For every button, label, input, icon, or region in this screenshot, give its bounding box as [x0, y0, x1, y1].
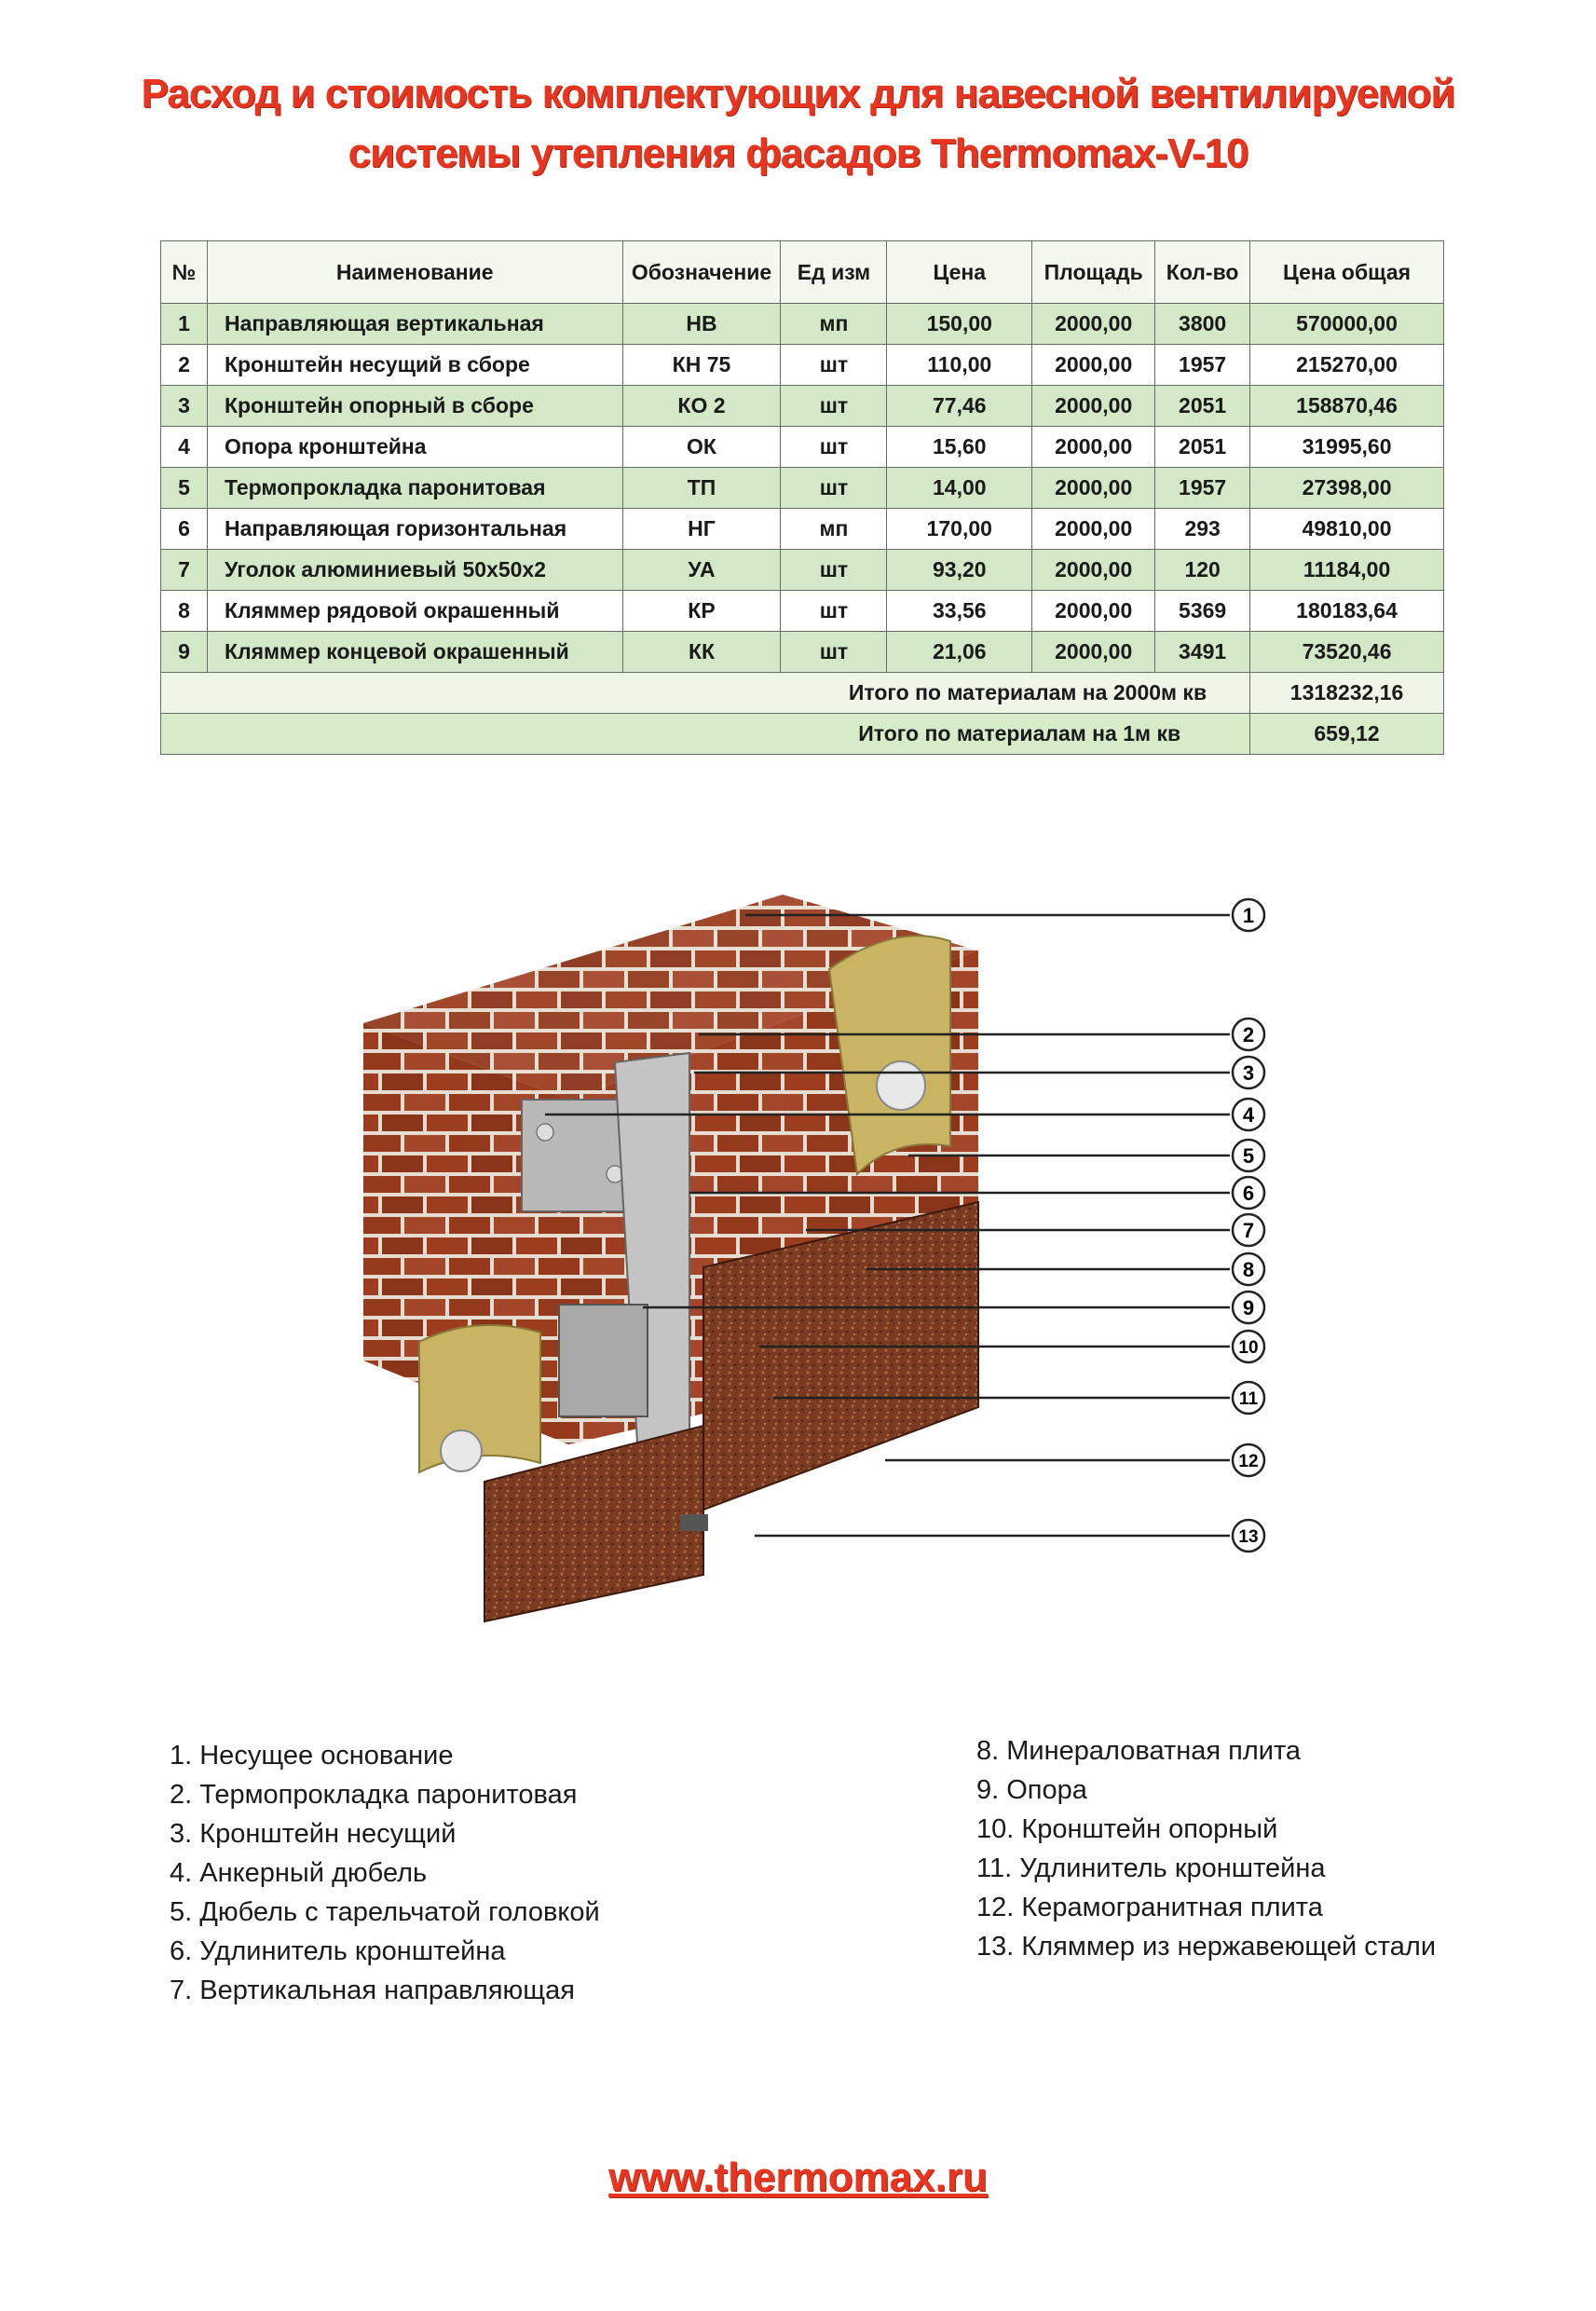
- cell-quantity: 1957: [1155, 345, 1250, 386]
- cell-total: 27398,00: [1250, 468, 1444, 509]
- cell-area: 2000,00: [1032, 345, 1155, 386]
- cell-designation: НГ: [622, 509, 781, 550]
- cell-area: 2000,00: [1032, 509, 1155, 550]
- cell-area: 2000,00: [1032, 304, 1155, 345]
- cell-unit: шт: [781, 591, 887, 632]
- cell-unit: шт: [781, 468, 887, 509]
- callout-9: 9: [1242, 1296, 1255, 1320]
- callout-6: 6: [1242, 1182, 1255, 1205]
- callout-10: 10: [1238, 1338, 1259, 1358]
- col-header-total: Цена общая: [1250, 241, 1444, 304]
- cell-number: 9: [161, 632, 208, 673]
- cell-number: 1: [161, 304, 208, 345]
- cell-designation: УА: [622, 550, 781, 591]
- callout-13: 13: [1238, 1527, 1259, 1547]
- col-header-price: Цена: [887, 241, 1032, 304]
- legend-item: 11. Удлинитель кронштейна: [976, 1853, 1326, 1883]
- callout-5: 5: [1242, 1144, 1255, 1168]
- cell-designation: ОК: [622, 427, 781, 468]
- page-title-line-1: Расход и стоимость комплектующих для навесной вентилируемой: [141, 71, 1455, 116]
- cell-quantity: 1957: [1155, 468, 1250, 509]
- cell-unit: шт: [781, 427, 887, 468]
- legend-item: 4. Анкерный дюбель: [170, 1858, 428, 1888]
- cell-quantity: 293: [1155, 509, 1250, 550]
- cell-number: 5: [161, 468, 208, 509]
- legend-item: 9. Опора: [976, 1775, 1087, 1805]
- cell-total: 31995,60: [1250, 427, 1444, 468]
- cell-area: 2000,00: [1032, 386, 1155, 427]
- clamp-icon: [680, 1514, 708, 1531]
- cell-unit: шт: [781, 386, 887, 427]
- cell-unit: шт: [781, 632, 887, 673]
- cell-quantity: 5369: [1155, 591, 1250, 632]
- cell-unit: шт: [781, 550, 887, 591]
- legend-item: 6. Удлинитель кронштейна: [170, 1936, 506, 1966]
- total-2000-row: [161, 673, 1444, 714]
- legend-item: 10. Кронштейн опорный: [976, 1814, 1278, 1844]
- cell-price: 170,00: [887, 509, 1032, 550]
- cell-area: 2000,00: [1032, 427, 1155, 468]
- legend-item: 5. Дюбель с тарельчатой головкой: [170, 1897, 600, 1927]
- cell-unit: шт: [781, 345, 887, 386]
- legend-left: [170, 1736, 600, 2010]
- table-row: [161, 304, 1444, 345]
- col-header-unit: Ед изм: [781, 241, 887, 304]
- cell-quantity: 3491: [1155, 632, 1250, 673]
- cell-name: Опора кронштейна: [207, 427, 622, 468]
- cell-number: 8: [161, 591, 208, 632]
- cell-price: 21,06: [887, 632, 1032, 673]
- col-header-number: №: [161, 241, 208, 304]
- callout-1: 1: [1242, 904, 1255, 927]
- cell-total: 215270,00: [1250, 345, 1444, 386]
- cell-price: 110,00: [887, 345, 1032, 386]
- cell-unit: мп: [781, 304, 887, 345]
- cell-area: 2000,00: [1032, 632, 1155, 673]
- cell-number: 7: [161, 550, 208, 591]
- table-row: [161, 591, 1444, 632]
- table-row: [161, 345, 1444, 386]
- callout-7: 7: [1242, 1219, 1255, 1242]
- callout-12: 12: [1238, 1452, 1259, 1471]
- col-header-quantity: Кол-во: [1155, 241, 1250, 304]
- cell-name: Уголок алюминиевый 50x50x2: [207, 550, 622, 591]
- col-header-designation: Обозначение: [622, 241, 781, 304]
- cell-quantity: 120: [1155, 550, 1250, 591]
- total-2000-value: 1318232,16: [1250, 673, 1444, 714]
- callout-4: 4: [1242, 1103, 1255, 1127]
- cell-designation: КО 2: [622, 386, 781, 427]
- cell-price: 150,00: [887, 304, 1032, 345]
- col-header-area: Площадь: [1032, 241, 1155, 304]
- cell-designation: НВ: [622, 304, 781, 345]
- table-row: [161, 509, 1444, 550]
- cell-name: Направляющая горизонтальная: [207, 509, 622, 550]
- cell-price: 93,20: [887, 550, 1032, 591]
- cell-total: 11184,00: [1250, 550, 1444, 591]
- legend-right: [976, 1731, 1436, 1966]
- cell-name: Кляммер рядовой окрашенный: [207, 591, 622, 632]
- callout-3: 3: [1242, 1061, 1255, 1085]
- plate-dowel-icon-upper: [877, 1061, 925, 1110]
- total-1-value: 659,12: [1250, 714, 1444, 755]
- materials-table: [160, 240, 1444, 755]
- facade-system-diagram: [335, 867, 1295, 1631]
- table-row: [161, 632, 1444, 673]
- table-row: [161, 550, 1444, 591]
- callout-11: 11: [1238, 1389, 1259, 1409]
- legend-item: 2. Термопрокладка паронитовая: [170, 1780, 578, 1810]
- total-1-label: Итого по материалам на 1м кв: [161, 714, 1250, 755]
- table-row: [161, 386, 1444, 427]
- col-header-name: Наименование: [207, 241, 622, 304]
- cell-designation: КК: [622, 632, 781, 673]
- cell-price: 77,46: [887, 386, 1032, 427]
- callout-2: 2: [1242, 1023, 1255, 1046]
- cell-price: 33,56: [887, 591, 1032, 632]
- cell-name: Кляммер концевой окрашенный: [207, 632, 622, 673]
- cell-area: 2000,00: [1032, 591, 1155, 632]
- cell-name: Термопрокладка паронитовая: [207, 468, 622, 509]
- cell-area: 2000,00: [1032, 550, 1155, 591]
- legend-item: 7. Вертикальная направляющая: [170, 1976, 575, 2005]
- cell-name: Кронштейн несущий в сборе: [207, 345, 622, 386]
- cell-total: 570000,00: [1250, 304, 1444, 345]
- cell-total: 49810,00: [1250, 509, 1444, 550]
- cell-quantity: 3800: [1155, 304, 1250, 345]
- cell-number: 4: [161, 427, 208, 468]
- cell-total: 158870,46: [1250, 386, 1444, 427]
- legend-item: 13. Кляммер из нержавеющей стали: [976, 1932, 1437, 1962]
- cell-designation: КН 75: [622, 345, 781, 386]
- legend-item: 8. Минераловатная плита: [976, 1736, 1302, 1766]
- table-row: [161, 427, 1444, 468]
- cell-designation: ТП: [622, 468, 781, 509]
- table-row: [161, 468, 1444, 509]
- legend-item: 1. Несущее основание: [170, 1741, 454, 1771]
- cell-area: 2000,00: [1032, 468, 1155, 509]
- cell-designation: КР: [622, 591, 781, 632]
- footer-website-link[interactable]: www.thermomax.ru: [608, 2154, 988, 2200]
- anchor-dowel-icon: [537, 1124, 553, 1141]
- page-title-line-2: системы утепления фасадов Thermomax-V-10: [348, 130, 1248, 176]
- plate-dowel-icon-lower: [441, 1430, 482, 1471]
- cell-price: 14,00: [887, 468, 1032, 509]
- callout-8: 8: [1242, 1258, 1255, 1281]
- cell-number: 6: [161, 509, 208, 550]
- cell-unit: мп: [781, 509, 887, 550]
- cell-number: 2: [161, 345, 208, 386]
- legend-item: 12. Керамогранитная плита: [976, 1893, 1323, 1922]
- total-1-row: [161, 714, 1444, 755]
- table-header-row: [161, 241, 1444, 304]
- cell-quantity: 2051: [1155, 427, 1250, 468]
- cell-total: 180183,64: [1250, 591, 1444, 632]
- cell-number: 3: [161, 386, 208, 427]
- legend-item: 3. Кронштейн несущий: [170, 1819, 457, 1849]
- support-bracket: [559, 1305, 648, 1416]
- cell-quantity: 2051: [1155, 386, 1250, 427]
- cell-total: 73520,46: [1250, 632, 1444, 673]
- cell-name: Кронштейн опорный в сборе: [207, 386, 622, 427]
- cell-price: 15,60: [887, 427, 1032, 468]
- total-2000-label: Итого по материалам на 2000м кв: [161, 673, 1250, 714]
- cell-name: Направляющая вертикальная: [207, 304, 622, 345]
